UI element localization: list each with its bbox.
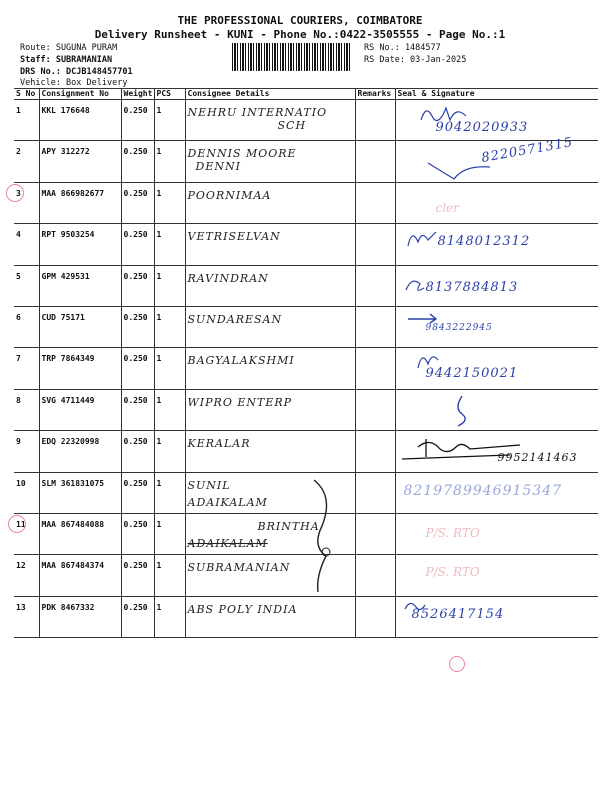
cell-sno: 11 xyxy=(14,513,39,554)
route-label: Route: SUGUNA PURAM xyxy=(20,43,118,53)
vehicle-label: Vehicle: Box Delivery xyxy=(20,78,128,88)
cell-sno: 10 xyxy=(14,472,39,513)
consignee-handwriting: DENNIS MOORE xyxy=(187,147,297,161)
cell-pcs: 1 xyxy=(154,389,185,430)
phone-handwriting: 9843222945 xyxy=(425,322,493,333)
signature-mark xyxy=(404,224,440,250)
cell-weight: 0.250 xyxy=(121,596,154,637)
cell-remarks xyxy=(355,224,395,265)
cell-pcs: 1 xyxy=(154,348,185,389)
consignee-handwriting: ABS POLY INDIA xyxy=(187,602,298,616)
cell-remarks xyxy=(355,100,395,141)
cell-consignee xyxy=(185,348,355,389)
consignee-handwriting-2: ADAIKALAM xyxy=(187,536,268,550)
cell-seal xyxy=(395,135,598,182)
cell-seal xyxy=(395,472,598,513)
cell-consignee xyxy=(185,182,355,223)
cell-seal xyxy=(395,431,598,472)
cell-pcs: 1 xyxy=(154,596,185,637)
cell-consignment: RPT 9503254 xyxy=(39,224,121,265)
cell-consignment: TRP 7864349 xyxy=(39,348,121,389)
table-row xyxy=(14,265,598,306)
cell-pcs: 1 xyxy=(154,472,185,513)
cell-sno: 5 xyxy=(14,265,39,306)
phone-handwriting: 9952141463 xyxy=(497,451,578,465)
cell-pcs: 1 xyxy=(154,182,185,223)
drs-label: DRS No.: DCJB148457701 xyxy=(20,67,133,77)
pink-circle-mark xyxy=(6,184,24,202)
consignee-handwriting: VETRISELVAN xyxy=(187,230,281,244)
cell-consignment: GPM 429531 xyxy=(39,265,121,306)
phone-handwriting: 8148012312 xyxy=(437,234,531,250)
phone-handwriting: 9042020933 xyxy=(435,120,529,135)
phone-handwriting: 9442150021 xyxy=(425,366,519,382)
cell-remarks xyxy=(355,306,395,347)
cell-consignment: EDQ 22320998 xyxy=(39,431,121,472)
company-title: THE PROFESSIONAL COURIERS, COIMBATORE xyxy=(177,14,423,27)
bracket-mark xyxy=(304,476,340,596)
cell-consignee xyxy=(185,431,355,472)
col-seal: Seal & Signature xyxy=(395,89,598,100)
cell-pcs: 1 xyxy=(154,100,185,141)
rs-date: RS Date: 03-Jan-2025 xyxy=(364,55,467,65)
cell-weight: 0.250 xyxy=(121,431,154,472)
cell-sno: 3 xyxy=(14,182,39,223)
col-consignee: Consignee Details xyxy=(185,89,355,100)
cell-weight: 0.250 xyxy=(121,513,154,554)
cell-remarks xyxy=(355,265,395,306)
cell-remarks xyxy=(355,596,395,637)
cell-sno: 7 xyxy=(14,348,39,389)
consignee-handwriting-2: ADAIKALAM xyxy=(187,495,268,509)
table-row xyxy=(14,596,598,637)
cell-weight: 0.250 xyxy=(121,265,154,306)
cell-remarks xyxy=(355,389,395,430)
col-weight: Weight xyxy=(121,89,154,100)
cell-seal xyxy=(395,596,598,637)
cell-pcs: 1 xyxy=(154,513,185,554)
cell-remarks xyxy=(355,555,395,596)
runsheet-subtitle: Delivery Runsheet - KUNI - Phone No.:0422-3505555 - Page No.:1 xyxy=(94,28,506,41)
cell-seal xyxy=(395,348,598,389)
cell-pcs: 1 xyxy=(154,555,185,596)
cell-consignee xyxy=(185,306,355,347)
cell-sno: 2 xyxy=(14,141,39,182)
cell-remarks xyxy=(355,141,395,182)
cell-weight: 0.250 xyxy=(121,141,154,182)
pink-note: P/S. RTO xyxy=(425,565,480,580)
consignee-handwriting: SUBRAMANIAN xyxy=(187,561,291,575)
consignee-handwriting: WIPRO ENTERP xyxy=(187,395,293,409)
cell-weight: 0.250 xyxy=(121,555,154,596)
cell-sno: 12 xyxy=(14,555,39,596)
cell-remarks xyxy=(355,431,395,472)
cell-sno: 8 xyxy=(14,389,39,430)
cell-sno: 1 xyxy=(14,100,39,141)
cell-consignment: KKL 176648 xyxy=(39,100,121,141)
cell-remarks xyxy=(355,348,395,389)
table-row xyxy=(14,100,598,141)
cell-pcs: 1 xyxy=(154,224,185,265)
table-header-row xyxy=(14,89,598,100)
consignee-handwriting: SUNDARESAN xyxy=(187,312,283,326)
cell-weight: 0.250 xyxy=(121,306,154,347)
consignee-handwriting: POORNIMAA xyxy=(187,188,272,202)
cell-seal xyxy=(395,555,598,596)
cell-seal xyxy=(395,513,598,554)
table-row xyxy=(14,431,598,472)
cell-weight: 0.250 xyxy=(121,182,154,223)
consignee-handwriting: RAVINDRAN xyxy=(187,271,269,285)
cell-seal xyxy=(395,265,598,306)
cell-seal xyxy=(395,182,598,223)
phone-handwriting: 8220571315 xyxy=(479,135,574,167)
cell-consignee xyxy=(185,224,355,265)
cell-consignee xyxy=(185,265,355,306)
cell-seal xyxy=(395,224,598,265)
cell-weight: 0.250 xyxy=(121,100,154,141)
cell-remarks xyxy=(355,513,395,554)
barcode xyxy=(232,43,350,71)
cell-consignment: SVG 4711449 xyxy=(39,389,121,430)
col-pcs: PCS xyxy=(154,89,185,100)
cell-consignee xyxy=(185,141,355,182)
staff-label: Staff: SUBRAMANIAN xyxy=(20,55,113,65)
table-row xyxy=(14,182,598,223)
cell-consignment: MAA 867484088 xyxy=(39,513,121,554)
consignee-handwriting: KERALAR xyxy=(187,437,251,451)
pink-circle-mark xyxy=(449,656,465,672)
cell-sno: 4 xyxy=(14,224,39,265)
cell-sno: 9 xyxy=(14,431,39,472)
cell-consignment: CUD 75171 xyxy=(39,306,121,347)
phone-handwriting: 8526417154 xyxy=(411,606,505,622)
cell-consignee xyxy=(185,100,355,141)
cell-consignment: APY 312272 xyxy=(39,141,121,182)
signature-mark xyxy=(450,394,474,428)
cell-pcs: 1 xyxy=(154,265,185,306)
cell-pcs: 1 xyxy=(154,431,185,472)
cell-seal xyxy=(395,306,598,347)
pink-circle-mark xyxy=(8,515,26,533)
col-remarks: Remarks xyxy=(355,89,395,100)
consignee-handwriting-2: SCH xyxy=(277,119,307,132)
cell-consignment: MAA 867484374 xyxy=(39,555,121,596)
cell-pcs: 1 xyxy=(154,141,185,182)
consignee-handwriting: BRINTHA xyxy=(257,519,320,533)
col-sno: S No xyxy=(14,89,39,100)
cell-remarks xyxy=(355,472,395,513)
table-row xyxy=(14,306,598,347)
cell-consignment: SLM 361831075 xyxy=(39,472,121,513)
phone-handwriting: 8137884813 xyxy=(425,279,519,295)
cell-weight: 0.250 xyxy=(121,389,154,430)
table-row xyxy=(14,389,598,430)
cell-consignment: PDK 8467332 xyxy=(39,596,121,637)
cell-sno: 6 xyxy=(14,306,39,347)
col-consignment: Consignment No xyxy=(39,89,121,100)
table-row xyxy=(14,141,598,182)
table-row xyxy=(14,224,598,265)
cell-sno: 13 xyxy=(14,596,39,637)
rs-number: RS No.: 1484577 xyxy=(364,43,441,53)
cell-consignee xyxy=(185,596,355,637)
consignee-handwriting-2: DENNI xyxy=(195,160,241,174)
consignee-handwriting: SUNIL xyxy=(187,478,231,492)
pink-note: cler xyxy=(435,200,459,215)
cell-consignee xyxy=(185,389,355,430)
phone-handwriting: 8219789946915347 xyxy=(403,482,563,499)
cell-remarks xyxy=(355,182,395,223)
signature-mark xyxy=(402,274,428,296)
consignee-handwriting: BAGYALAKSHMI xyxy=(187,354,295,368)
cell-seal xyxy=(395,389,598,430)
cell-pcs: 1 xyxy=(154,306,185,347)
table-row xyxy=(14,348,598,389)
consignee-handwriting: NEHRU INTERNATIO xyxy=(187,106,328,119)
cell-weight: 0.250 xyxy=(121,224,154,265)
cell-consignment: MAA 866982677 xyxy=(39,182,121,223)
cell-weight: 0.250 xyxy=(121,472,154,513)
cell-weight: 0.250 xyxy=(121,348,154,389)
pink-note: P/S. RTO xyxy=(425,525,480,540)
